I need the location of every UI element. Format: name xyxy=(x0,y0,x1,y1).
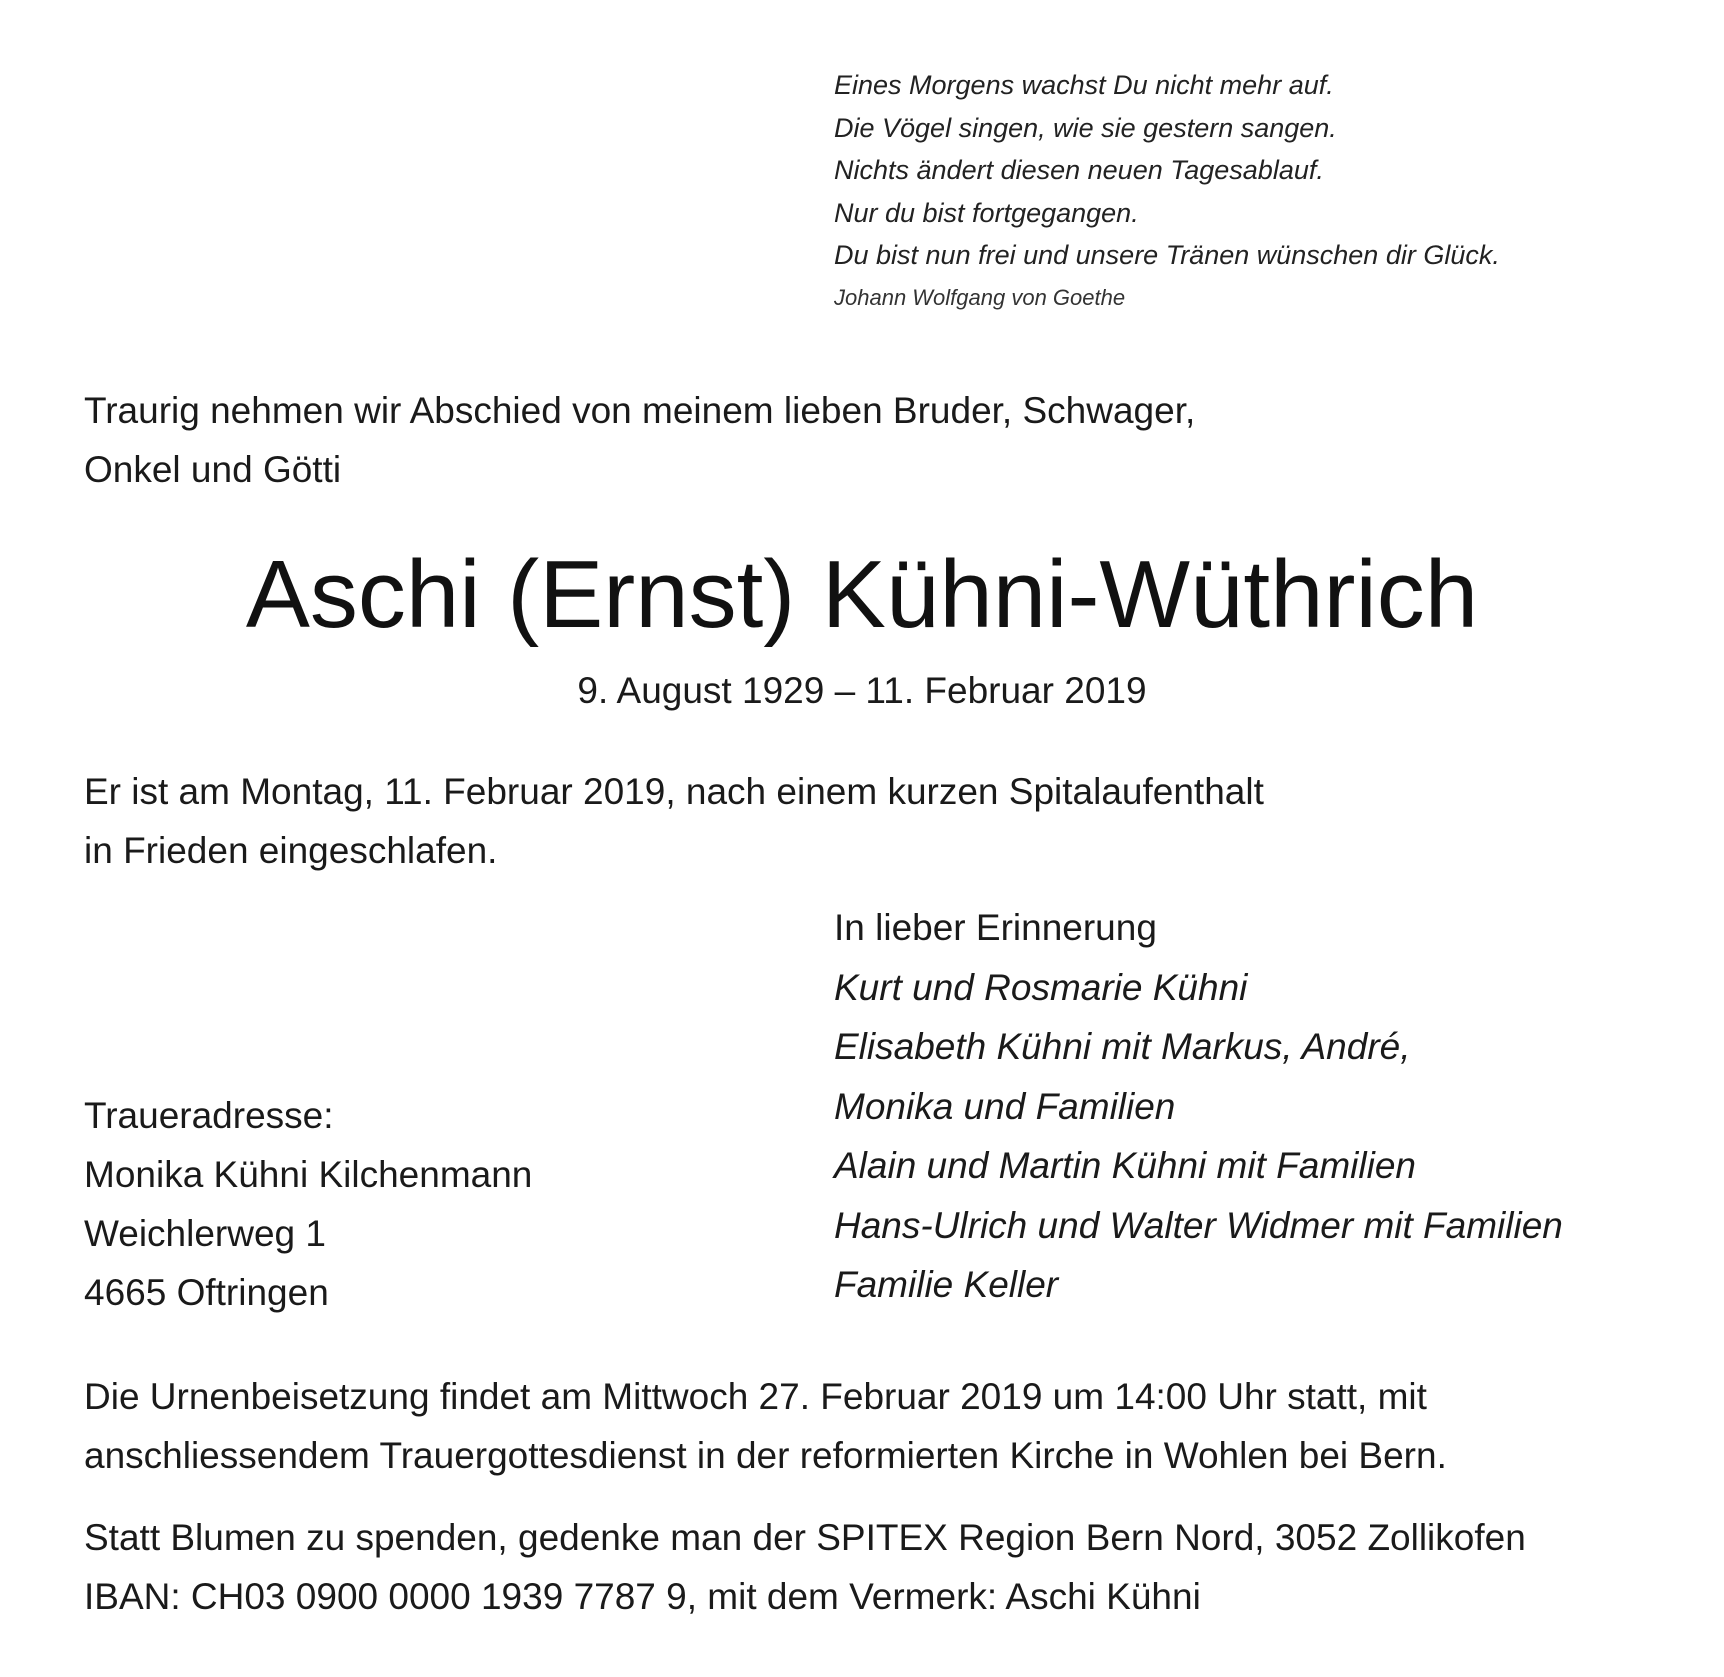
funeral-line: Die Urnenbeisetzung findet am Mittwoch 27. Februar 2019 um 14:00 Uhr statt, mit xyxy=(84,1376,1427,1417)
mourner-name: Familie Keller xyxy=(834,1264,1059,1305)
mourner-name: Monika und Familien xyxy=(834,1085,1176,1127)
poem-line: Eines Morgens wachst Du nicht mehr auf. xyxy=(834,70,1334,100)
death-notice xyxy=(84,762,1584,880)
poem-quote xyxy=(834,64,1674,319)
address-street: Weichlerweg 1 xyxy=(84,1213,326,1254)
death-notice-line: Er ist am Montag, 11. Februar 2019, nach einem kurzen Spitalaufenthalt xyxy=(84,771,1264,812)
death-notice-line: in Frieden eingeschlafen. xyxy=(84,830,498,871)
address-label: Traueradresse: xyxy=(84,1095,334,1136)
mourner-name: Alain und Martin Kühni mit Familien xyxy=(834,1145,1416,1186)
mourner-name: Elisabeth Kühni mit Markus, André, xyxy=(834,1026,1411,1067)
donation-info xyxy=(84,1508,1684,1626)
poem-author: Johann Wolfgang von Goethe xyxy=(834,284,1126,310)
address-city: 4665 Oftringen xyxy=(84,1272,329,1313)
mourners-list xyxy=(834,898,1694,1315)
address-name: Monika Kühni Kilchenmann xyxy=(84,1154,533,1195)
poem-line: Die Vögel singen, wie sie gestern sangen. xyxy=(834,112,1337,143)
life-dates: 9. August 1929 – 11. Februar 2019 xyxy=(577,670,1147,711)
mourners-heading: In lieber Erinnerung xyxy=(834,907,1157,948)
poem-line: Nichts ändert diesen neuen Tagesablauf. xyxy=(834,155,1324,185)
donation-line: IBAN: CH03 0900 0000 1939 7787 9, mit dem Vermerk: Aschi Kühni xyxy=(84,1576,1201,1617)
deceased-name: Aschi (Ernst) Kühni-Wüthrich xyxy=(245,541,1479,648)
intro-line: Traurig nehmen wir Abschied von meinem lieben Bruder, Schwager, xyxy=(84,390,1196,431)
funeral-info xyxy=(84,1367,1684,1485)
mourner-name: Hans-Ulrich und Walter Widmer mit Familien xyxy=(834,1204,1563,1246)
donation-line: Statt Blumen zu spenden, gedenke man der SPITEX Region Bern Nord, 3052 Zollikofen xyxy=(84,1517,1526,1558)
mourner-name: Kurt und Rosmarie Kühni xyxy=(834,966,1248,1008)
intro-text xyxy=(84,381,1584,499)
funeral-line: anschliessendem Trauergottesdienst in der reformierten Kirche in Wohlen bei Bern. xyxy=(84,1435,1447,1476)
mourning-address xyxy=(84,1086,784,1322)
intro-line: Onkel und Götti xyxy=(84,449,342,490)
poem-line: Nur du bist fortgegangen. xyxy=(834,197,1139,228)
poem-line: Du bist nun frei und unsere Tränen wünschen dir Glück. xyxy=(834,240,1500,270)
